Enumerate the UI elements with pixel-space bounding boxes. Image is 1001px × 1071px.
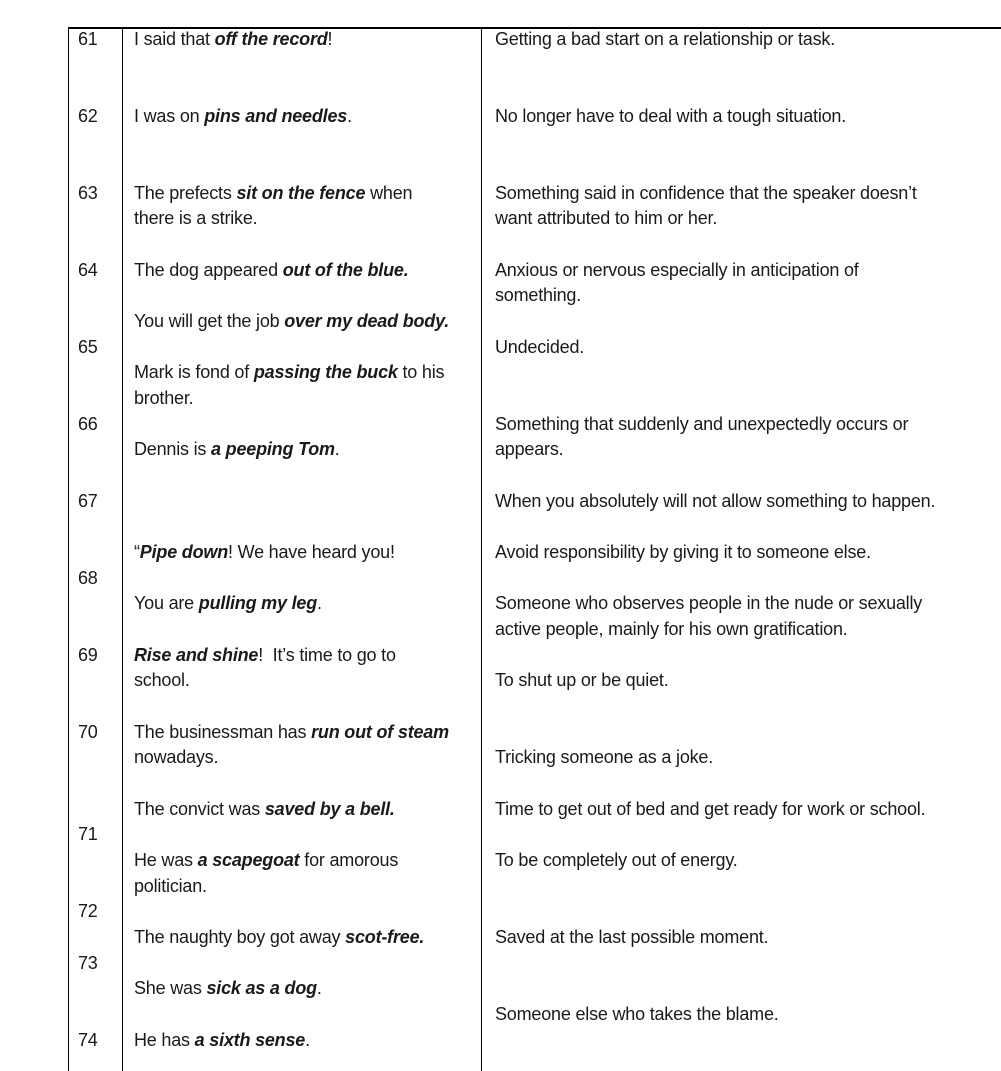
row-number: 69 [78,644,98,665]
sentence-text: for amorous [299,849,399,870]
number-column-divider [122,27,123,1071]
meaning-line: Someone else who takes the blame. [495,1003,779,1024]
sentence-text: ! [327,28,333,49]
sentence-text: I said that [134,28,215,49]
sentence-text: He was [134,849,198,870]
meaning-line: appears. [495,439,564,460]
sentence-text: . [334,439,340,460]
meaning-line: Tricking someone as a joke. [495,747,714,768]
idiom-sentence-line [134,360,444,386]
sentence-text: school. [134,670,190,691]
sentence-text: ! We have heard you! [228,541,395,562]
row-number: 72 [78,901,98,922]
meaning-line: No longer have to deal with a tough situation. [495,105,847,126]
sentence-text: Dennis is [134,439,212,460]
idiom-sentence-line [134,540,395,566]
idiom-phrase: scot-free. [345,926,425,947]
meaning-line: Avoid responsibility by giving it to someone else. [495,541,871,562]
meaning-line: Anxious or nervous especially in anticipation of [495,259,859,280]
idiom-phrase: Rise and shine [134,644,259,665]
sentence-text: The businessman has [134,721,312,742]
idiom-phrase: pins and needles [204,105,348,126]
meaning-line: want attributed to him or her. [495,208,718,229]
sentence-text: . [317,593,322,614]
row-number: 67 [78,490,98,511]
meaning-line: active people, mainly for his own gratification. [495,618,848,639]
row-number: 71 [78,824,98,845]
sentence-text: I was on [134,105,205,126]
row-number: 64 [78,259,98,280]
idiom-sentence-line [134,848,398,874]
sentence-text: ! It’s time to go to [258,644,396,665]
row-number: 74 [78,1029,98,1050]
idiom-sentence-line [134,104,352,130]
sentence-text: You will get the job [134,310,285,331]
sentence-text: The dog appeared [134,259,283,280]
row-number: 63 [78,182,98,203]
idiom-sentence-line [134,643,396,669]
idiom-sentence-line [134,591,322,617]
idiom-phrase: a peeping Tom [211,439,335,460]
sentence-text: The prefects [134,182,237,203]
sentence-text: The naughty boy got away [134,926,346,947]
idiom-sentence-line [134,386,193,412]
idiom-sentence-line [134,925,424,951]
meaning-line: When you absolutely will not allow something to happen. [495,490,936,511]
sentence-text: The convict was [134,798,265,819]
idiom-phrase: sit on the fence [236,182,366,203]
meaning-line: Someone who observes people in the nude or sexually [495,593,923,614]
sentence-text: . [316,978,322,999]
sentence-text: nowadays. [134,747,219,768]
row-number: 61 [78,28,98,49]
idiom-phrase: sick as a dog [206,978,317,999]
idiom-sentence-line [134,258,409,284]
sentence-text: . [305,1029,310,1050]
idiom-sentence-line [134,668,190,694]
idiom-sentence-line [134,27,332,53]
idiom-sentence-line [134,797,395,823]
sentence-text: She was [134,978,207,999]
idiom-phrase: a scapegoat [197,849,300,870]
row-number: 65 [78,336,98,357]
meaning-line: Getting a bad start on a relationship or task. [495,28,835,49]
idiom-sentence-line [134,745,218,771]
meaning-line: To shut up or be quiet. [495,670,669,691]
idiom-phrase: a sixth sense [194,1029,306,1050]
row-number: 68 [78,567,98,588]
sentence-column-divider [481,27,482,1071]
idiom-sentence-line [134,309,449,335]
idiom-sentence-line [134,874,207,900]
meaning-line: To be completely out of energy. [495,849,738,870]
idiom-phrase: out of the blue. [282,259,409,280]
idiom-phrase: over my dead body. [284,310,450,331]
idiom-phrase: passing the buck [253,362,398,383]
sentence-text: . [347,105,352,126]
idiom-phrase: Pipe down [139,541,228,562]
sentence-text: “ [134,541,140,562]
idiom-sentence-line [134,1028,310,1054]
sentence-text: when [365,182,413,203]
row-number: 70 [78,721,98,742]
idiom-sentence-line [134,181,412,207]
idiom-phrase: saved by a bell. [264,798,395,819]
row-number: 73 [78,952,98,973]
idiom-phrase: run out of steam [311,721,449,742]
sentence-text: He has [134,1029,195,1050]
sentence-text: You are [134,593,199,614]
meaning-line: Something that suddenly and unexpectedly occurs or [495,413,909,434]
meaning-line: something. [495,285,582,306]
meaning-line: Undecided. [495,336,585,357]
table-left-border [68,27,69,1071]
sentence-text: politician. [134,875,207,896]
meaning-line: Saved at the last possible moment. [495,926,769,947]
sentence-text: Mark is fond of [134,362,254,383]
meaning-line: Time to get out of bed and get ready for work or school. [495,798,926,819]
idiom-sentence-line [134,437,340,463]
row-number: 62 [78,105,98,126]
idiom-sentence-line [134,720,449,746]
idiom-sentence-line [134,976,322,1002]
idiom-sentence-line [134,206,257,232]
sentence-text: to his [397,362,445,383]
meaning-line: Something said in confidence that the speaker doesn’t [495,182,917,203]
row-number: 66 [78,413,98,434]
idiom-phrase: pulling my leg [198,593,318,614]
sentence-text: there is a strike. [134,208,258,229]
sentence-text: brother. [134,387,194,408]
idiom-phrase: off the record [214,28,328,49]
